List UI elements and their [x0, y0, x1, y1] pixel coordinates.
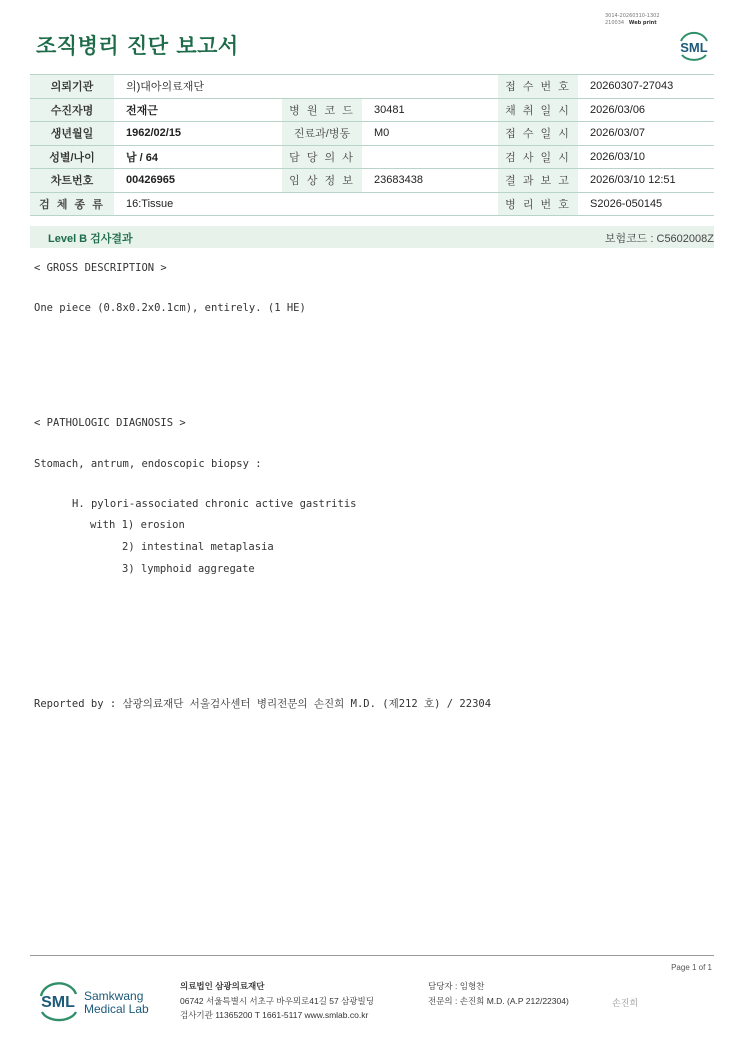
- label-physician: 담 당 의 사: [282, 145, 362, 169]
- label-result-report: 결 과 보 고: [498, 169, 578, 193]
- label-test-date: 검 사 일 시: [498, 145, 578, 169]
- label-pathology-number: 병 리 번 호: [498, 192, 578, 216]
- value-hospital-code: 30481: [362, 98, 498, 122]
- specialist-name: 손진희 M.D. (A.P 212/22304): [459, 995, 569, 1006]
- value-test-date: 2026/03/10: [578, 145, 714, 169]
- staff-label: 담당자 :: [428, 981, 458, 991]
- value-collection-date: 2026/03/06: [578, 98, 714, 122]
- value-pathology-number: S2026-050145: [578, 192, 714, 216]
- footer-staff-block: [428, 979, 569, 1008]
- specialist-label: 전문의 :: [428, 995, 458, 1006]
- label-receipt-date: 접 수 일 시: [498, 122, 578, 146]
- label-sex-age: 성별/나이: [30, 145, 114, 169]
- diagnosis-line: H. pylori-associated chronic active gastritis: [72, 498, 357, 510]
- brand-line-1: Samkwang: [84, 989, 144, 1003]
- value-clinical-info: 23683438: [362, 169, 498, 193]
- sml-footer-logo: [36, 978, 82, 1024]
- diagnosis-line: 3) lymphoid aggregate: [122, 563, 255, 575]
- diagnosis-heading: < PATHOLOGIC DIAGNOSIS >: [34, 417, 186, 429]
- report-title: 조직병리 진단 보고서: [36, 34, 239, 58]
- value-department: M0: [362, 122, 498, 146]
- label-hospital-code: 병 원 코 드: [282, 98, 362, 122]
- level-result-title: Level B 검사결과: [48, 233, 133, 245]
- table-row: [30, 145, 714, 169]
- footer-divider: [30, 955, 714, 956]
- brand-line-2: Medical Lab: [84, 1002, 149, 1016]
- table-row: [30, 192, 714, 216]
- org-address: 06742 서울특별시 서초구 바우뫼로41길 57 삼광빌딩: [180, 995, 374, 1006]
- gross-heading: < GROSS DESCRIPTION >: [34, 262, 167, 274]
- staff-name: 임형찬: [459, 981, 485, 991]
- print-meta-code: 210034: [605, 20, 625, 26]
- signature: 손진희: [612, 998, 639, 1008]
- value-birth-date: 1962/02/15: [114, 122, 282, 146]
- label-birth-date: 생년월일: [30, 122, 114, 146]
- print-meta-line1: 3014-20260310-1302: [605, 13, 660, 19]
- print-meta: [605, 13, 660, 27]
- patient-info-table: [30, 74, 714, 216]
- label-patient-name: 수진자명: [30, 98, 114, 122]
- value-receipt-number: 20260307-27043: [578, 75, 714, 99]
- table-row: [30, 122, 714, 146]
- table-row: [30, 98, 714, 122]
- diagnosis-site: Stomach, antrum, endoscopic biopsy :: [34, 458, 262, 470]
- web-print-label: Web print: [628, 20, 657, 26]
- svg-text:SML: SML: [41, 994, 75, 1011]
- org-contact: 검사기관 11365200 T 1661-5117 www.smlab.co.kr: [180, 1010, 369, 1020]
- diagnosis-line: 2) intestinal metaplasia: [122, 541, 274, 553]
- label-specimen-type: 검 체 종 류: [30, 192, 114, 216]
- page-number: Page 1 of 1: [671, 963, 712, 972]
- footer-brand: [84, 990, 149, 1016]
- gross-description: One piece (0.8x0.2x0.1cm), entirely. (1 HE): [34, 302, 306, 314]
- label-receipt-number: 접 수 번 호: [498, 75, 578, 99]
- value-physician: [362, 145, 498, 169]
- value-chart-number: 00426965: [114, 169, 282, 193]
- reported-by: Reported by : 삼광의료재단 서울검사센터 병리전문의 손진희 M.D. (제212 호) / 22304: [34, 698, 492, 710]
- footer-org-block: [180, 979, 374, 1023]
- value-specimen-type: 16:Tissue: [114, 192, 498, 216]
- label-requesting-institution: 의뢰기관: [30, 75, 114, 99]
- label-department: 진료과/병동: [282, 122, 362, 146]
- label-clinical-info: 임 상 정 보: [282, 169, 362, 193]
- sml-logo: [676, 28, 712, 64]
- value-patient-name: 전재근: [114, 98, 282, 122]
- value-receipt-date: 2026/03/07: [578, 122, 714, 146]
- org-name: 의료법인 삼광의료재단: [180, 981, 265, 991]
- value-result-report: 2026/03/10 12:51: [578, 169, 714, 193]
- value-sex-age: 남 / 64: [114, 145, 282, 169]
- table-row: [30, 169, 714, 193]
- label-collection-date: 채 취 일 시: [498, 98, 578, 122]
- svg-text:SML: SML: [680, 40, 708, 55]
- label-chart-number: 차트번호: [30, 169, 114, 193]
- insurance-code: 보험코드 : C5602008Z: [604, 233, 714, 245]
- diagnosis-line: with 1) erosion: [90, 519, 185, 531]
- value-requesting-institution: 의)대아의료재단: [114, 75, 498, 99]
- table-row: [30, 75, 714, 99]
